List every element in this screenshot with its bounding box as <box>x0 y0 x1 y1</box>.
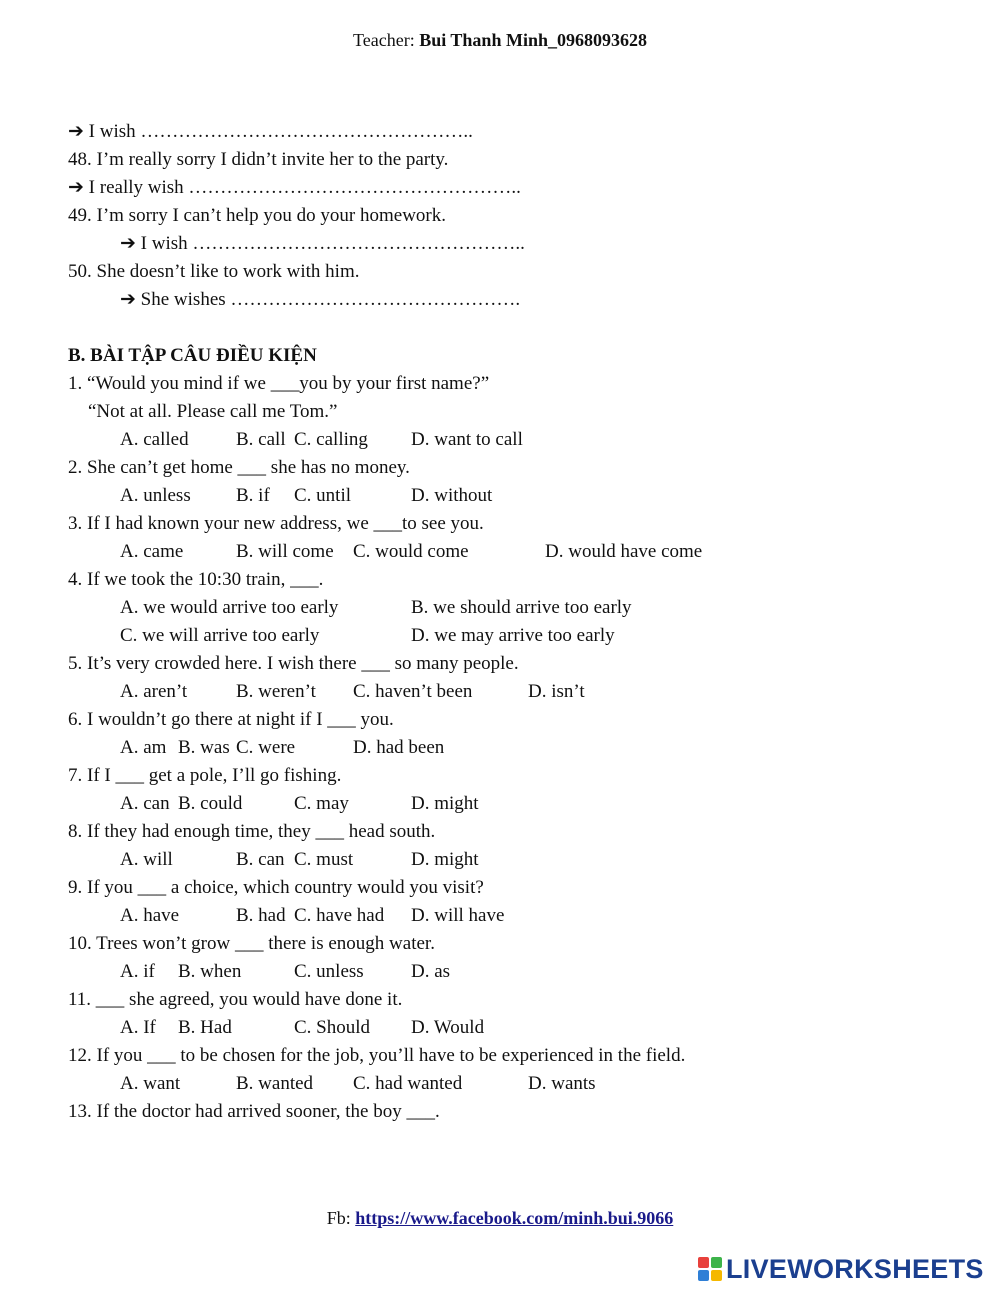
option-c[interactable]: C. unless <box>294 961 364 982</box>
option-a[interactable]: A. we would arrive too early <box>120 597 339 618</box>
logo-square-blue <box>698 1270 709 1281</box>
logo-square-yellow <box>711 1270 722 1281</box>
option-b[interactable]: B. was <box>178 737 230 758</box>
option-d[interactable]: D. will have <box>411 905 505 926</box>
logo-grid-icon <box>698 1257 722 1281</box>
option-a[interactable]: A. if <box>120 961 155 982</box>
question-3: 3. If I had known your new address, we ___to see you. <box>68 513 484 534</box>
header-label: Teacher: <box>353 30 420 50</box>
option-b[interactable]: B. wanted <box>236 1073 314 1094</box>
option-c[interactable]: C. may <box>294 793 349 814</box>
option-a[interactable]: A. am <box>120 737 167 758</box>
option-b[interactable]: B. we should arrive too early <box>411 597 632 618</box>
option-b[interactable]: B. could <box>178 793 243 814</box>
answer-line-47: ➔ I wish …………………………………………….. <box>68 121 473 142</box>
answer-line-50: ➔ She wishes ………………………………………. <box>120 289 521 310</box>
option-a[interactable]: A. If <box>120 1017 156 1038</box>
option-c[interactable]: C. must <box>294 849 354 870</box>
question-8: 8. If they had enough time, they ___ head south. <box>68 821 436 842</box>
question-50: 50. She doesn’t like to work with him. <box>68 261 360 282</box>
option-a[interactable]: A. can <box>120 793 170 814</box>
option-d[interactable]: D. might <box>411 849 479 870</box>
section-title: B. BÀI TẬP CÂU ĐIỀU KIỆN <box>68 345 317 366</box>
option-a[interactable]: A. want <box>120 1073 181 1094</box>
option-b[interactable]: B. will come <box>236 541 334 562</box>
option-c[interactable]: C. until <box>294 485 352 506</box>
option-c[interactable]: C. had wanted <box>353 1073 463 1094</box>
question-6: 6. I wouldn’t go there at night if I ___ you. <box>68 709 394 730</box>
option-d[interactable]: D. without <box>411 485 493 506</box>
option-c[interactable]: C. we will arrive too early <box>120 625 320 646</box>
option-d[interactable]: D. would have come <box>545 541 703 562</box>
question-10: 10. Trees won’t grow ___ there is enough water. <box>68 933 435 954</box>
logo-square-green <box>711 1257 722 1268</box>
option-a[interactable]: A. came <box>120 541 184 562</box>
option-a[interactable]: A. unless <box>120 485 191 506</box>
page-header <box>0 30 1000 51</box>
question-7: 7. If I ___ get a pole, I’ll go fishing. <box>68 765 342 786</box>
option-a[interactable]: A. aren’t <box>120 681 188 702</box>
question-48: 48. I’m really sorry I didn’t invite her to the party. <box>68 149 449 170</box>
footer-label: Fb: <box>326 1208 356 1228</box>
option-c[interactable]: C. have had <box>294 905 385 926</box>
question-5: 5. It’s very crowded here. I wish there ___ so many people. <box>68 653 519 674</box>
option-b[interactable]: B. weren’t <box>236 681 316 702</box>
teacher-name: Bui Thanh Minh_0968093628 <box>419 30 647 50</box>
option-b[interactable]: B. when <box>178 961 242 982</box>
answer-line-48: ➔ I really wish …………………………………………….. <box>68 177 521 198</box>
option-d[interactable]: D. might <box>411 793 479 814</box>
option-d[interactable]: D. had been <box>353 737 445 758</box>
option-b[interactable]: B. had <box>236 905 286 926</box>
option-a[interactable]: A. will <box>120 849 173 870</box>
facebook-link[interactable]: https://www.facebook.com/minh.bui.9066 <box>355 1208 674 1228</box>
question-11: 11. ___ she agreed, you would have done it. <box>68 989 403 1010</box>
question-9: 9. If you ___ a choice, which country would you visit? <box>68 877 484 898</box>
option-b[interactable]: B. can <box>236 849 285 870</box>
question-1: 1. “Would you mind if we ___you by your first name?” <box>68 373 490 394</box>
option-c[interactable]: C. were <box>236 737 296 758</box>
logo-text: LIVEWORKSHEETS <box>726 1253 984 1284</box>
option-a[interactable]: A. have <box>120 905 180 926</box>
question-4: 4. If we took the 10:30 train, ___. <box>68 569 324 590</box>
logo-square-red <box>698 1257 709 1268</box>
option-c[interactable]: C. Should <box>294 1017 371 1038</box>
option-c[interactable]: C. haven’t been <box>353 681 473 702</box>
question-12: 12. If you ___ to be chosen for the job, you’ll have to be experienced in the field. <box>68 1045 686 1066</box>
option-d[interactable]: D. want to call <box>411 429 523 450</box>
option-b[interactable]: B. Had <box>178 1017 232 1038</box>
option-d[interactable]: D. isn’t <box>528 681 585 702</box>
option-b[interactable]: B. call <box>236 429 286 450</box>
option-d[interactable]: D. as <box>411 961 451 982</box>
option-d[interactable]: D. Would <box>411 1017 485 1038</box>
question-13: 13. If the doctor had arrived sooner, the boy ___. <box>68 1101 440 1122</box>
option-c[interactable]: C. calling <box>294 429 368 450</box>
question-1-reply: “Not at all. Please call me Tom.” <box>88 401 338 422</box>
option-b[interactable]: B. if <box>236 485 270 506</box>
liveworksheets-logo <box>698 1254 984 1284</box>
page-footer <box>0 1208 1000 1229</box>
option-a[interactable]: A. called <box>120 429 189 450</box>
question-49: 49. I’m sorry I can’t help you do your homework. <box>68 205 446 226</box>
option-d[interactable]: D. we may arrive too early <box>411 625 615 646</box>
option-d[interactable]: D. wants <box>528 1073 596 1094</box>
answer-line-49: ➔ I wish …………………………………………….. <box>120 233 525 254</box>
question-2: 2. She can’t get home ___ she has no money. <box>68 457 410 478</box>
option-c[interactable]: C. would come <box>353 541 469 562</box>
